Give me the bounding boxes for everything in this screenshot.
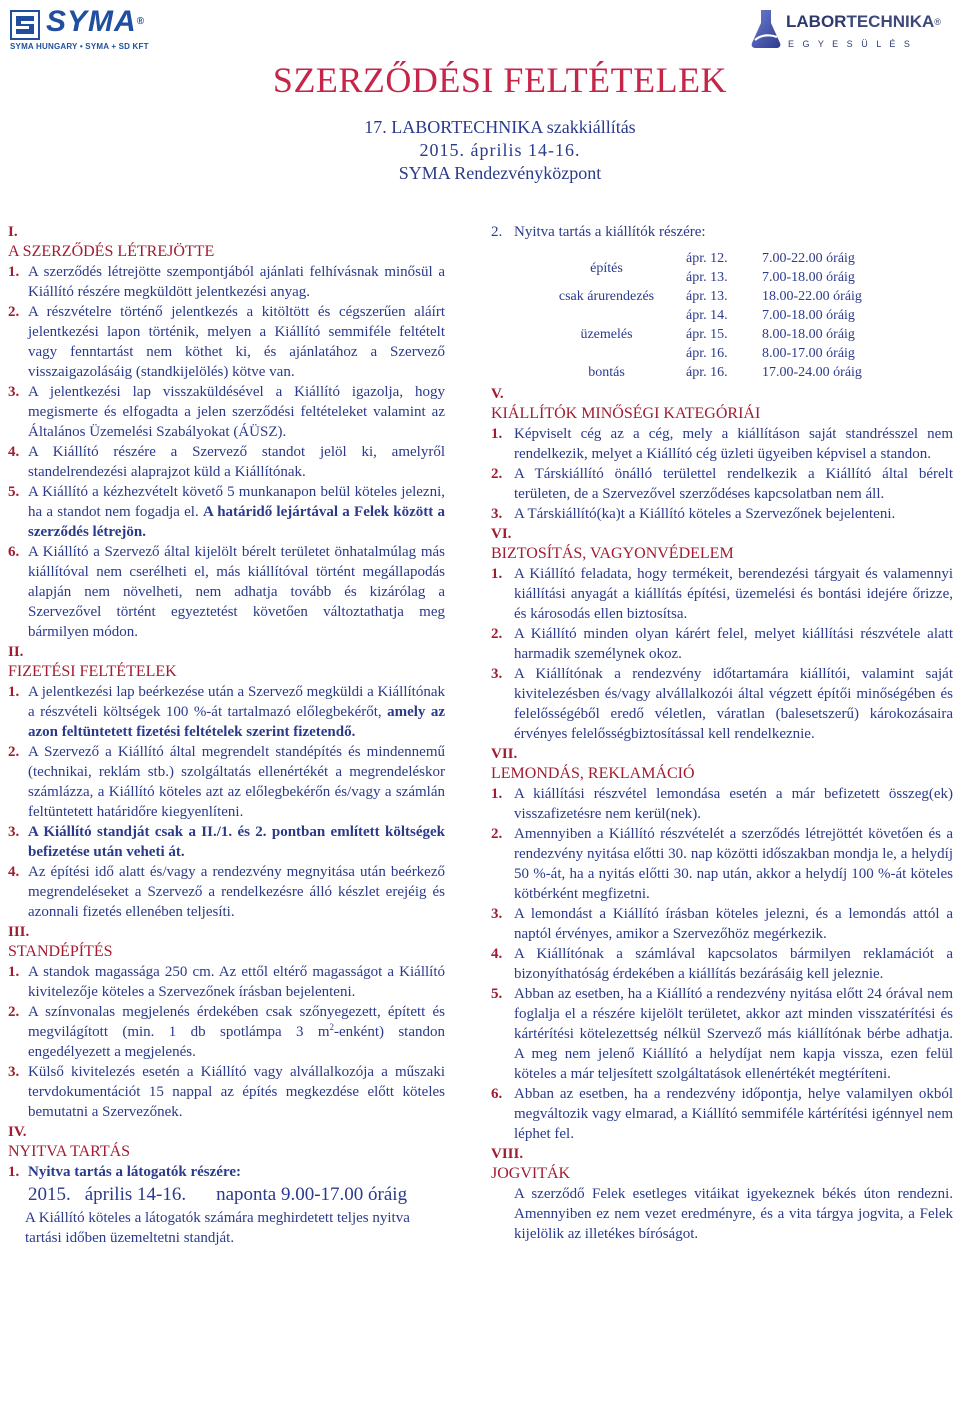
schedule-hours: 8.00-17.00 óráig <box>762 346 855 361</box>
schedule-date: ápr. 16. <box>686 346 728 361</box>
flask-logo-icon <box>750 8 782 55</box>
clause <box>491 664 953 744</box>
clause-number: 1. <box>491 566 503 582</box>
clause-number: 2. <box>491 224 503 240</box>
schedule-date: ápr. 16. <box>686 365 728 380</box>
clause-text: A szerződés létrejötte szempontjából ajánlati felhívásnak minősül a Kiállító részére megküldött jelentkezési anyag. <box>28 264 445 300</box>
clause-text: Abban az esetben, ha a Kiállító a rendezvény nyitása előtt 24 órával nem foglalja el a részére kijelölt területet, akkor azt minden visszatérítési és kártérítési kötelezettség nélkül Szervező más kiállítónak bérbe adhatja. A meg nem jelenő Kiállító a helydíjat nem kapja vissza, ezen felül köteles a már teljesített szolgáltatások ellenértékét megtéríteni. <box>514 986 953 1082</box>
clause-text: A Kiállítónak a rendezvény időtartamára kiállítói, valamint saját kivitelezésben és/vagy alvállalkozói által végzett építői minőségében és felelősségéből eredő véletlen, váratlan (balesetszerű) károkozásaira érvényes felelősségbiztosítással kell rendelkeznie. <box>514 666 953 742</box>
clause-number: 3. <box>8 384 20 400</box>
clause-text: A Kiállító feladata, hogy termékeit, berendezési tárgyait és valamennyi kiállítási anyagát a kiállítás építési, üzemelési és bontási idejére őrizze, és károsodás ellen biztosítsa. <box>514 566 953 622</box>
section-number: VIII. <box>491 1146 524 1162</box>
section-number: VI. <box>491 526 512 542</box>
clause-number: 1. <box>8 964 20 980</box>
schedule-activity: üzemelés <box>580 327 633 342</box>
section-title: STANDÉPÍTÉS <box>8 943 113 960</box>
clause-number: 4. <box>8 444 20 460</box>
clause-text: A jelentkezési lap beérkezése után a Szervező megküldi a Kiállítónak a részvételi költségek 100 %-át tartalmazó előlegbekérőt, <box>28 684 445 720</box>
clause-number: 6. <box>491 1086 503 1102</box>
clause-number: 1. <box>491 426 503 442</box>
clause-text: A lemondást a Kiállító írásban köteles jelezni, és a lemondás attól a naptól érvényes, amikor a Szervezőhöz megérkezik. <box>514 906 953 942</box>
clause-text: A Társkiállító önálló területtel rendelkezik a Kiállító által bérelt területen, de a Szervezővel szerződéses kapcsolatban nem áll. <box>514 466 953 502</box>
clause-text: A Kiállító részére a Szervező standot jelöl ki, amelyről standelrendezési alaprajzot küld a Kiállítónak. <box>28 444 445 480</box>
schedule-hours: 7.00-18.00 óráig <box>762 270 855 285</box>
clause-number: 3. <box>491 666 503 682</box>
section-number: V. <box>491 386 504 402</box>
event-name: 17. LABORTECHNIKA szakkiállítás <box>364 117 636 137</box>
clause-text: Amennyiben a Kiállító részvételét a szerződés létrejöttét követően és a rendezvény nyitása előtti 30. nap közötti időszakban mondja le, a helydíj 50 %-át, ha a nyitás előtti 30. nap után, akkor a helydíj 100 %-át köteles kötbérként megfizetni. <box>514 826 953 902</box>
clause-text: A Kiállítónak a számlával kapcsolatos bármilyen reklamációt a bizonyíthatóság érdekében a kiállítás bezárásáig kell jeleznie. <box>514 946 953 982</box>
schedule-hours: 7.00-18.00 óráig <box>762 308 855 323</box>
clause-text-emphasis: A határidő lejártával a Felek között a szerződés létrejön. <box>28 504 445 540</box>
labortechnika-wordmark-rest: TECHNIKA <box>846 12 935 31</box>
schedule-activity: csak árurendezés <box>558 289 655 304</box>
schedule-row <box>539 363 862 382</box>
clause <box>491 504 953 524</box>
syma-wordmark-text: SYMA <box>46 5 137 38</box>
clause <box>491 564 953 624</box>
clause <box>8 822 445 862</box>
clause-number: 2. <box>491 466 503 482</box>
section-iii <box>8 922 445 1122</box>
clause-text: Külső kivitelezés esetén a Kiállító vagy alvállalkozója a műszaki tervdokumentációt 15 nappal az építés megkezdése előtt köteles bemutatni a Szervezőnek. <box>28 1064 445 1120</box>
clause-text: A Kiállító a Szervező által kijelölt bérelt területet önhatalmúlag más kiállítóval nem cserélheti el, más kiállítóval történt megállapodás alapján nem növelheti, nem adhatja tovább és kizárólag a Szervezővel történt egyeztetést követően változtathatja meg bármilyen módon. <box>28 544 445 640</box>
visitor-hours-days: április 14-16. <box>84 1184 187 1205</box>
clause-number: 5. <box>491 986 503 1002</box>
right-column <box>491 222 953 1244</box>
clause-text-emphasis: Nyitva tartás a látogatók részére: <box>28 1164 241 1180</box>
clause-number: 3. <box>8 1064 20 1080</box>
clause <box>8 862 445 922</box>
schedule-hours: 17.00-24.00 óráig <box>762 365 862 380</box>
clause-text: A Kiállító a kézhezvételt követő 5 munkanapon belül köteles jelezni, ha a standot nem fogadja el. <box>28 484 445 520</box>
superscript: 2 <box>329 1022 335 1032</box>
clause <box>8 1002 445 1062</box>
syma-logo-icon <box>10 10 40 45</box>
clause <box>491 824 953 904</box>
section-title: A SZERZŐDÉS LÉTREJÖTTE <box>8 243 215 260</box>
clause <box>491 624 953 664</box>
schedule-activity: építés <box>590 260 623 276</box>
clause-number: 1. <box>491 786 503 802</box>
schedule-hours: 7.00-22.00 óráig <box>762 251 855 266</box>
schedule-date: ápr. 13. <box>686 270 728 285</box>
section-vi <box>491 524 953 744</box>
section-number: II. <box>8 644 24 660</box>
clause-text: -enként) standon engedélyezett a megjelenés. <box>28 1024 446 1060</box>
section-number: VII. <box>491 746 518 762</box>
clause-number: 2. <box>8 744 20 760</box>
clause-text: A Társkiállító(ka)t a Kiállító köteles a Szervezőnek bejelenteni. <box>514 506 896 522</box>
visitor-hours-year: 2015. <box>28 1184 71 1205</box>
section-title: LEMONDÁS, REKLAMÁCIÓ <box>491 765 695 782</box>
section-title: NYITVA TARTÁS <box>8 1143 131 1160</box>
schedule-activity: bontás <box>588 365 625 380</box>
labortechnika-tagline: E G Y E S Ü L É S <box>788 39 913 49</box>
clause <box>491 904 953 944</box>
clause-number: 1. <box>8 1164 20 1180</box>
clause <box>491 464 953 504</box>
clause-number: 5. <box>8 484 20 500</box>
clause-number: 2. <box>8 304 20 320</box>
clause-number: 3. <box>8 824 20 840</box>
section-v <box>491 384 953 524</box>
syma-logo <box>10 5 160 52</box>
schedule-row <box>539 249 862 268</box>
section-i <box>8 222 445 642</box>
section-title: FIZETÉSI FELTÉTELEK <box>8 663 177 680</box>
clause <box>8 482 445 542</box>
clause-text: Képviselt cég az a cég, mely a kiállításon saját standrésszel nem rendelkezik, melyet a Kiállító cég üzleti ügyeiben képvisel a standon. <box>514 426 953 462</box>
event-date: 2015. április 14-16. <box>419 140 581 160</box>
clause <box>8 442 445 482</box>
clause <box>8 302 445 382</box>
schedule-row <box>539 287 862 306</box>
document-header <box>40 58 960 185</box>
section-ii <box>8 642 445 922</box>
syma-wordmark <box>46 4 145 40</box>
clause-text: Nyitva tartás a kiállítók részére: <box>514 224 706 240</box>
clause <box>8 742 445 822</box>
exhibitor-schedule-table <box>539 249 862 382</box>
clause-number: 1. <box>8 684 20 700</box>
section-title: BIZTOSÍTÁS, VAGYONVÉDELEM <box>491 545 734 562</box>
visitor-hours-note: A Kiállító köteles a látogatók számára meghirdetett teljes nyitva tartási időben üzemeltetni standját. <box>25 1210 410 1246</box>
clause-number: 2. <box>491 626 503 642</box>
clause-text: Az építési idő alatt és/vagy a rendezvény megnyitása után beérkező megrendeléseket a Szervező a rendelkezésre álló készlet erejéig és azonnali fizetés ellenében teljesíti. <box>28 864 445 920</box>
clause <box>491 1084 953 1144</box>
section-title: JOGVITÁK <box>491 1165 571 1182</box>
schedule-row <box>539 306 862 325</box>
clause-text: A kiállítási részvétel lemondása esetén a már befizetett összeg(ek) visszafizetésre nem kerül(nek). <box>514 786 953 822</box>
event-info <box>40 116 960 185</box>
clause-text-emphasis: A Kiállító standját csak a II./1. és 2. pontban említett költségek befizetése után veheti át. <box>28 824 445 860</box>
section-number: I. <box>8 224 18 240</box>
clause <box>491 784 953 824</box>
clause-text-emphasis: amely az azon feltüntetett fizetési feltételek szerint fizetendő. <box>28 704 445 740</box>
clause-text: A Szervező a Kiállító által megrendelt standépítés és mindennemű (technikai, reklám stb.) szolgáltatás ellenértékét a megrendeléskor számlázza, a Kiállító köteles azt az előlegbekérőn és/vagy a számlán feltüntetett határidőre kiegyenlíteni. <box>28 744 445 820</box>
section-iv <box>8 1122 445 1248</box>
exhibitor-hours-heading <box>491 222 953 242</box>
clause <box>8 682 445 742</box>
clause <box>8 1062 445 1122</box>
section-number: IV. <box>8 1124 27 1140</box>
clause-text: A jelentkezési lap visszaküldésével a Kiállító igazolja, hogy megismerte és elfogadta a jelen szerződési feltételeket valamint az Általános Üzemelési Szabályokat (ÁÜSZ). <box>28 384 445 440</box>
clause-text: A standok magassága 250 cm. Az ettől eltérő magasságot a Kiállító kivitelezője köteles a Szervezőnek írásban bejelenteni. <box>28 964 445 1000</box>
schedule-hours: 8.00-18.00 óráig <box>762 327 855 342</box>
clause-number: 3. <box>491 906 503 922</box>
visitor-opening-hours <box>28 1182 445 1208</box>
section-paragraph: A szerződő Felek esetleges vitáikat igyekeznek békés úton rendezni. Amennyiben ez nem vezet eredményre, és a vita tárgya jogvita, a Felek kijelölik az illetékes bíróságot. <box>514 1186 953 1242</box>
schedule-hours: 18.00-22.00 óráig <box>762 289 862 304</box>
schedule-date: ápr. 15. <box>686 327 728 342</box>
event-venue: SYMA Rendezvényközpont <box>398 163 602 183</box>
clause <box>491 984 953 1084</box>
registered-mark: ® <box>136 16 146 27</box>
section-vii <box>491 744 953 1144</box>
syma-tagline: SYMA HUNGARY • SYMA + SD KFT <box>10 42 149 51</box>
clause <box>491 424 953 464</box>
section-viii <box>491 1144 953 1244</box>
schedule-date: ápr. 14. <box>686 308 728 323</box>
document-title: SZERZŐDÉSI FELTÉTELEK <box>272 60 728 100</box>
registered-mark: ® <box>934 17 941 27</box>
labortechnika-logo <box>750 8 950 54</box>
clause <box>491 944 953 984</box>
clause <box>8 382 445 442</box>
clause-number: 1. <box>8 264 20 280</box>
clause-number: 2. <box>8 1004 20 1020</box>
schedule-date: ápr. 13. <box>686 289 728 304</box>
clause-number: 3. <box>491 506 503 522</box>
labortechnika-wordmark-bold: LABOR <box>786 12 847 31</box>
clause <box>8 962 445 1002</box>
clause-number: 4. <box>8 864 20 880</box>
clause <box>8 1162 445 1182</box>
schedule-date: ápr. 12. <box>686 251 728 266</box>
labortechnika-wordmark <box>786 11 941 33</box>
clause <box>8 262 445 302</box>
clause-text: Abban az esetben, ha a rendezvény időpontja, helye valamilyen okból megváltozik vagy elmarad, a Kiállító semmiféle kártérítési igénnyel nem léphet fel. <box>514 1086 953 1142</box>
clause <box>8 542 445 642</box>
clause-number: 6. <box>8 544 20 560</box>
clause-number: 2. <box>491 826 503 842</box>
visitor-hours-time: naponta 9.00-17.00 óráig <box>216 1184 408 1205</box>
left-column <box>8 222 445 1248</box>
clause-text: A részvételre történő jelentkezés a kitöltött és cégszerűen aláírt jelentkezési lapon történik, melyen a Kiállító semmiféle feltételt vagy fenntartást nem köthet ki, és ajánlatához a Szervező visszaigazolásáig (standkijelölés) kötve van. <box>28 304 445 380</box>
section-title: KIÁLLÍTÓK MINŐSÉGI KATEGÓRIÁI <box>491 405 761 422</box>
section-number: III. <box>8 924 30 940</box>
clause-number: 4. <box>491 946 503 962</box>
clause-text: A színvonalas megjelenés érdekében csak szőnyegezett, épített és megvilágított (min. 1 db spotlámpa 3 m <box>28 1004 445 1040</box>
clause-text: A Kiállító minden olyan kárért felel, melyet kiállítási részvétele alatt harmadik személynek okoz. <box>514 626 953 662</box>
